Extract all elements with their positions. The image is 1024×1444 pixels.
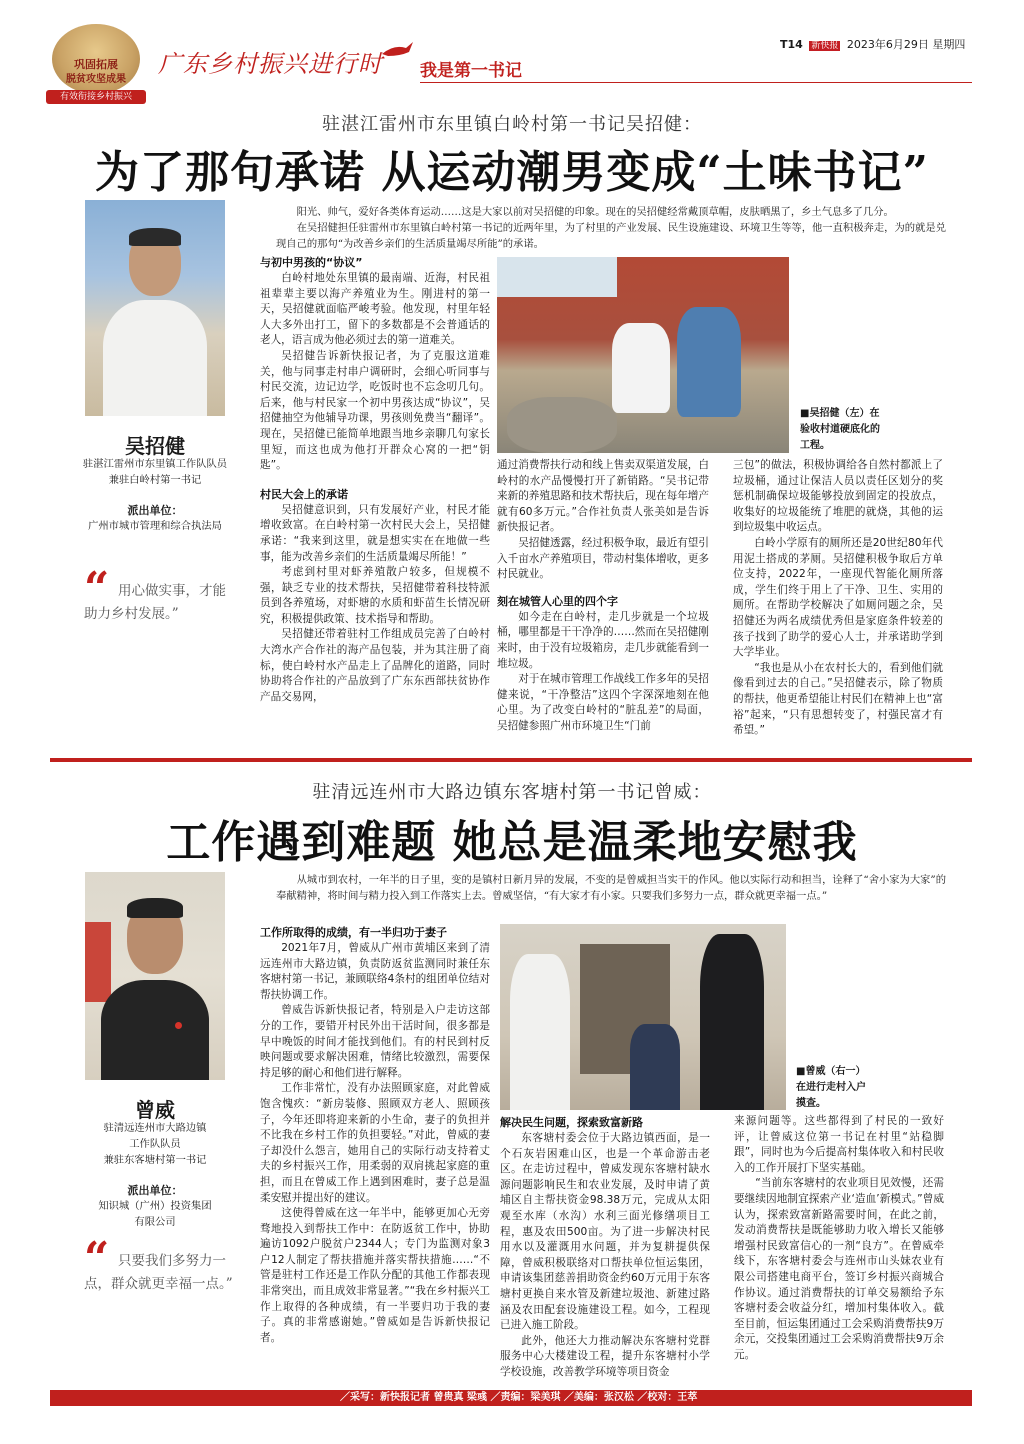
story2-quote: 只要我们多努力一点，群众就更幸福一点。” <box>84 1253 233 1292</box>
lead-paragraph: 在吴招健担任驻雷州市东里镇白岭村第一书记的近两年里，为了村里的产业发展、民生设施建设、环境卫生等等，他一直积极奔走，为的就是兑现自己的那句“为改善乡亲们的生活质量竭尽所能”的承诺。 <box>276 222 946 250</box>
photo-rocks <box>507 397 617 453</box>
story2-person-name: 曾威 <box>135 1098 175 1122</box>
lead-paragraph: 阳光、帅气，爱好各类体育运动……这是大家以前对吴招健的印象。现在的吴招健经常戴顶草帽，皮肤晒黑了，乡土气息多了几分。 <box>296 206 894 218</box>
story2-col1 <box>260 924 490 1346</box>
paragraph: 吴招健意识到，只有发展好产业，村民才能增收致富。在白岭村第一次村民大会上，吴招健承诺：“我来到这里，就是想实实在在地做一些事，能为改善乡亲们的生活质量竭尽所能！” <box>260 503 490 563</box>
story2-col3 <box>734 1114 944 1364</box>
story-divider <box>50 758 972 762</box>
photo-sky <box>497 257 617 297</box>
paragraph: 对于在城市管理工作战线工作多年的吴招健来说，“干净整洁”这四个字深深地刻在他心里。为了改变白岭村的“脏乱差”的局面，吴招健参照广州市环境卫生“门前 <box>497 673 709 732</box>
portrait-body <box>103 300 207 416</box>
paragraph: 吴招健透露，经过积极争取，最近有望引入千亩水产养殖项目，带动村集体增收，更多村民就业。 <box>497 536 709 581</box>
portrait-body <box>101 980 209 1080</box>
paragraph: 如今走在白岭村，走几步就是一个垃圾桶，哪里都是干干净净的……然而在吴招健刚来时，由于没有垃圾箱房，走几步就能看到一堆垃圾。 <box>497 610 709 670</box>
page-number: T14 <box>780 38 803 51</box>
footer-credits-bar <box>50 1390 972 1406</box>
emblem-ribbon: 有效衔接乡村振兴 <box>46 90 146 104</box>
story1-quote: 用心做实事，才能助力乡村发展。” <box>84 583 226 622</box>
paragraph: 白岭村地处东里镇的最南端、近海，村民祖祖辈辈主要以海产养殖业为生。刚进村的第一天，吴招健就面临严峻考验。他发现，村里年轻人大多外出打工，留下的多数都是不会普通话的老人，语言成为他必须过去的第一道难关。 <box>260 272 490 347</box>
story1-quote-mark: “ <box>84 563 110 614</box>
story1-unit-label: 派出单位： <box>127 504 183 517</box>
photo-figure <box>630 1024 680 1110</box>
story1-person-name: 吴招健 <box>125 434 185 458</box>
story2-unit-2: 有限公司 <box>134 1216 176 1228</box>
photo-figure <box>677 307 741 417</box>
story1-photo-caption: ■吴招健（左）在验收村道硬底化的工程。 <box>800 408 880 451</box>
story2-person-title-3: 兼驻东客塘村第一书记 <box>103 1154 207 1166</box>
portrait-banner <box>85 922 111 1002</box>
story2-person-title-2: 工作队队员 <box>129 1138 181 1150</box>
story2-headline: 工作遇到难题 她总是温柔地安慰我 <box>166 817 858 868</box>
paragraph: 吴招健还带着驻村工作组成员完善了白岭村大湾水产合作社的海产品包装，并为其注册了商标，使白岭村水产品走上了品牌化的道路，同时协助将合作社的产品放到了广东东西部扶贫协作产品交易网， <box>260 628 490 703</box>
story1-unit: 广州市城市管理和综合执法局 <box>88 520 222 532</box>
paragraph: 考虑到村里对虾养殖散户较多，但规模不强，缺乏专业的技术帮扶，吴招健带着科技特派员到各养殖场，对虾塘的水质和虾苗生长情况研究，积极提供政策、技术指导和帮助。 <box>260 566 490 625</box>
story1-headline: 为了那句承诺 从运动潮男变成“土味书记” <box>95 147 929 198</box>
section-title: 我是第一书记 <box>420 61 522 81</box>
story2-kicker: 驻清远连州市大路边镇东客塘村第一书记曾威： <box>312 782 712 803</box>
story2-photo-caption: ■曾威（右一）在进行走村入户摸查。 <box>796 1066 866 1109</box>
paragraph: 此外，他还大力推动解决东客塘村党群服务中心大楼建设工程，提升东客塘村小学学校设施，改善教学环境等项目资金 <box>500 1334 710 1378</box>
story1-photo <box>497 257 789 453</box>
swallow-icon <box>380 40 414 64</box>
paragraph: 工作非常忙，没有办法照顾家庭，对此曾威饱含愧疚：“新房装修、照顾双方老人、照顾孩子，今年还即将迎来新的小生命，妻子的负担并不比我在乡村工作的负担要轻。”对此，曾威的妻子却没什么怨言，她用自己的实际行动支持着丈夫的乡村振兴工作，用柔弱的双肩挑起家庭的重担，而且在曾威工作上遇到困难时，妻子总是温柔安慰并提出好的建议。 <box>260 1082 490 1204</box>
story1-kicker: 驻湛江雷州市东里镇白岭村第一书记吴招健： <box>322 114 702 135</box>
paragraph: 白岭小学原有的厕所还是20世纪80年代用泥土搭成的茅厕。吴招健积极争取后方单位支持，2022年，一座现代智能化厕所落成，学生们终于用上了干净、卫生、实用的厕所。在帮助学校解决了如厕问题之余，吴招健还为两名成绩优秀但是家庭条件较差的孩子找到了助学的爱心人士，并承诺助学到大学毕业。 <box>733 536 943 659</box>
paragraph: 2021年7月，曾威从广州市黄埔区来到了清远连州市大路边镇，负责防返贫监测同时兼任东客塘村第一书记，兼顾联络4条村的组团单位结对帮扶协调工作。 <box>260 942 490 1001</box>
footer-credits: ／采写：新快报记者 曾贵真 梁彧 ／责编：梁美琪 ／美编：张汉松 ／校对：王萃 <box>340 1392 698 1403</box>
story1-portrait <box>85 200 225 416</box>
emblem-text-1: 巩固拓展 <box>74 58 118 71</box>
subheading: 工作所取得的成绩，有一半归功于妻子 <box>260 926 447 939</box>
issue-date: 2023年6月29日 星期四 <box>846 38 966 51</box>
story1-person-title-1: 驻湛江雷州市东里镇工作队队员 <box>82 458 228 470</box>
series-title: 广东乡村振兴进行时 <box>158 50 383 78</box>
header-rule <box>420 82 972 83</box>
paragraph: “当前东客塘村的农业项目见效慢，还需要继续因地制宜探索产业‘造血’新模式。”曾威认为，探索致富新路需要时间，在此之前，发动消费帮扶是既能够助力收入增长又能够增强村民致富信心的一剂“良方”。在曾威牵线下，东客塘村委会与连州市山头妹农业有限公司搭建电商平台，签订乡村振兴商城合作协议。通过消费帮扶的订单交易额给予东客塘村委会收益分红，增加村集体收入。截至目前，恒运集团通过工会采购消费帮扶9万余元，交投集团通过工会采购消费帮扶9万余元。 <box>734 1177 944 1361</box>
party-badge-icon <box>175 1022 182 1029</box>
paragraph: “我也是从小在农村长大的，看到他们就像看到过去的自己。”吴招健表示，除了物质的帮扶，他更希望能让村民们在精神上也“富裕”起来，“只有思想转变了，村强民富才有希望。” <box>733 661 943 737</box>
story1-col2 <box>497 458 709 735</box>
header-meta <box>780 36 980 52</box>
portrait-hair <box>127 898 183 918</box>
portrait-hair <box>129 228 181 246</box>
story2-col2 <box>500 1114 710 1381</box>
paragraph: 来源问题等。这些都得到了村民的一致好评，让曾威这位第一书记在村里“站稳脚跟”，同时也为今后提高村集体收入和村民收入的工作开展打下坚实基础。 <box>734 1115 944 1174</box>
subheading: 刻在城管人心里的四个字 <box>497 594 618 608</box>
header-emblem <box>42 20 152 104</box>
story2-quote-mark: “ <box>84 1233 110 1284</box>
story2-photo <box>500 924 786 1110</box>
photo-figure <box>700 934 764 1110</box>
story2-portrait <box>85 872 225 1080</box>
photo-figure <box>612 323 670 413</box>
paragraph: 通过消费帮扶行动和线上售卖双渠道发展，白岭村的水产品慢慢打开了新销路。“吴书记带来新的养殖思路和技术帮扶后，现在每年增产就有60多万元。”合作社负责人张美如是告诉新快报记者。 <box>497 459 709 534</box>
story1-col3 <box>733 458 943 739</box>
paragraph: 三包”的做法，积极协调给各自然村都派上了垃圾桶，通过让保洁人员以责任区划分的奖惩机制确保垃圾能够投放到固定的投放点，收集好的垃圾能统了堆肥的就烧，其他的运到垃圾集中收运点。 <box>733 459 943 534</box>
story2-unit-label: 派出单位： <box>127 1184 183 1197</box>
subheading: 与初中男孩的“协议” <box>260 256 363 269</box>
paragraph: 曾威告诉新快报记者，特别是入户走访这部分的工作，要错开村民外出干活时间，很多都是早中晚饭的时间才能找到他们。有的村民到村反映问题或要求解决困难，情绪比较激烈，需要保持足够的耐心和他们进行解释。 <box>260 1004 490 1079</box>
lead-paragraph: 从城市到农村，一年半的日子里，变的是镇村日新月异的发展，不变的是曾威担当实干的作风。他以实际行动和担当，诠释了“舍小家为大家”的奉献精神，将时间与精力投入到工作落实上去。曾威坚信，“有大家才有小家。只要我们多努力一点，群众就更幸福一点。” <box>276 874 946 902</box>
subheading: 解决民生问题，探索致富新路 <box>500 1116 643 1129</box>
photo-figure <box>510 954 570 1110</box>
subheading: 村民大会上的承诺 <box>260 487 348 501</box>
story2-lead <box>276 872 946 904</box>
story2-unit-1: 知识城（广州）投资集团 <box>98 1200 212 1212</box>
story1-col1 <box>260 254 490 705</box>
paragraph: 东客塘村委会位于大路边镇西面，是一个石灰岩困难山区，也是一个革命游击老区。在走访过程中，曾威发现东客塘村缺水源问题影响民生和农业发展，及时申请了黄埔区自主帮扶资金98.38万元，完成从太阳观至水库（水沟）水利三面光修缮项目工程，惠及农田500亩。为了进一步解决村民用水以及灌溉用水问题，并为复耕提供保障，曾威积极联络对口帮扶单位恒运集团，申请该集团慈善捐助资金约60万元用于东客塘村更换自来水管及新建垃圾池、新建过路涵及农田配套设施建设工程。如今，工程现已进入施工阶段。 <box>500 1132 710 1332</box>
paragraph: 吴招健告诉新快报记者，为了克服这道难关，他与同事走村串户调研时，会细心听同事与村民交流，边记边学，吃饭时也不忘念叨几句。后来，他与村民家一个初中男孩达成“协议”，吴招健抽空为他辅导功课，男孩则免费当“翻译”。现在，吴招健已能简单地跟当地乡亲聊几句家长里短，而这也成为他打开群众心窝的一把“钥匙”。 <box>260 349 490 472</box>
story1-person-title-2: 兼驻白岭村第一书记 <box>108 474 202 486</box>
paragraph: 这使得曾威在这一年半中，能够更加心无旁骛地投入到帮扶工作中：在防返贫工作中，协助遍访1092户脱贫户2344人；专门为监测对象3户12人制定了帮扶措施并落实帮扶措施……“不管是驻村工作还是工作队分配的其他工作都表现非常突出，而且成效非常显著。”“我在乡村振兴工作上取得的各种成绩，有一半要归功于我的妻子。真的非常感谢她。”曾威如是告诉新快报记者。 <box>260 1207 490 1344</box>
story2-person-title-1: 驻清远连州市大路边镇 <box>103 1122 207 1134</box>
paper-logo: 新快报 <box>811 41 839 51</box>
story1-lead <box>276 204 946 252</box>
emblem-text-2: 脱贫攻坚成果 <box>66 74 126 85</box>
